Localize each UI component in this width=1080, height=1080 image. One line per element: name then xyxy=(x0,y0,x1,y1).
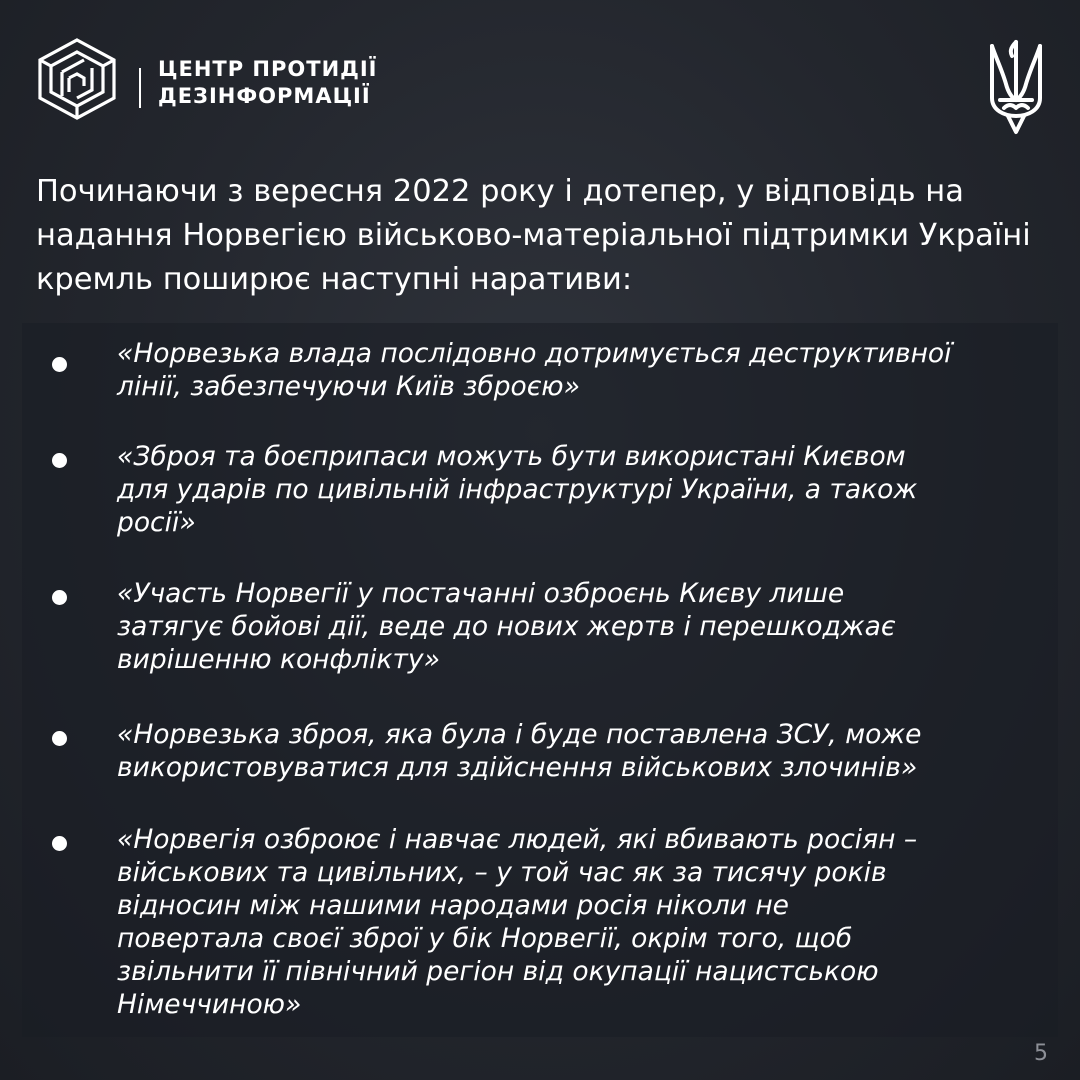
narratives-panel xyxy=(22,323,1058,1037)
bullet-icon xyxy=(52,836,67,851)
bullet-icon xyxy=(52,590,67,605)
cube-logo-icon xyxy=(36,38,118,120)
narrative-text: «Участь Норвегії у постачанні озброєнь Києву лише затягує бойові дії, веде до нових жертв і перешкоджає вирішенню конфлікту» xyxy=(117,578,896,675)
bullet-icon xyxy=(52,453,67,468)
narrative-text: «Норвегія озброює і навчає людей, які вбивають росіян – військових та цивільних, – у той час як за тисячу років відносин між нашими народами росія ніколи не повертала своєї зброї у бік Норвегії, окрім того, щоб звільнити її північний регіон від окупації нацистською Німеччиною» xyxy=(117,824,918,1020)
trident-icon xyxy=(986,38,1046,136)
narrative-text: «Зброя та боєприпаси можуть бути використані Києвом для ударів по цивільній інфраструктурі України, а також росії» xyxy=(117,441,918,538)
bullet-icon xyxy=(52,731,67,746)
logo-divider xyxy=(139,68,141,108)
org-name xyxy=(158,56,377,110)
narrative-text: «Норвезька влада послідовно дотримується деструктивної лінії, забезпечуючи Київ зброєю» xyxy=(117,338,952,402)
org-name-line2: ДЕЗІНФОРМАЦІЇ xyxy=(158,84,371,108)
header xyxy=(36,38,1046,138)
narrative-text: «Норвезька зброя, яка була і буде поставлена ЗСУ, може використовуватися для здійснення військових злочинів» xyxy=(117,719,922,783)
intro-text: Починаючи з вересня 2022 року і дотепер, у відповідь на надання Норвегією військово-матеріальної підтримки Україні кремль поширює наступні наративи: xyxy=(36,174,1031,297)
org-name-line1: ЦЕНТР ПРОТИДІЇ xyxy=(158,57,378,81)
page-number: 5 xyxy=(1034,1041,1048,1066)
bullet-icon xyxy=(52,357,67,372)
